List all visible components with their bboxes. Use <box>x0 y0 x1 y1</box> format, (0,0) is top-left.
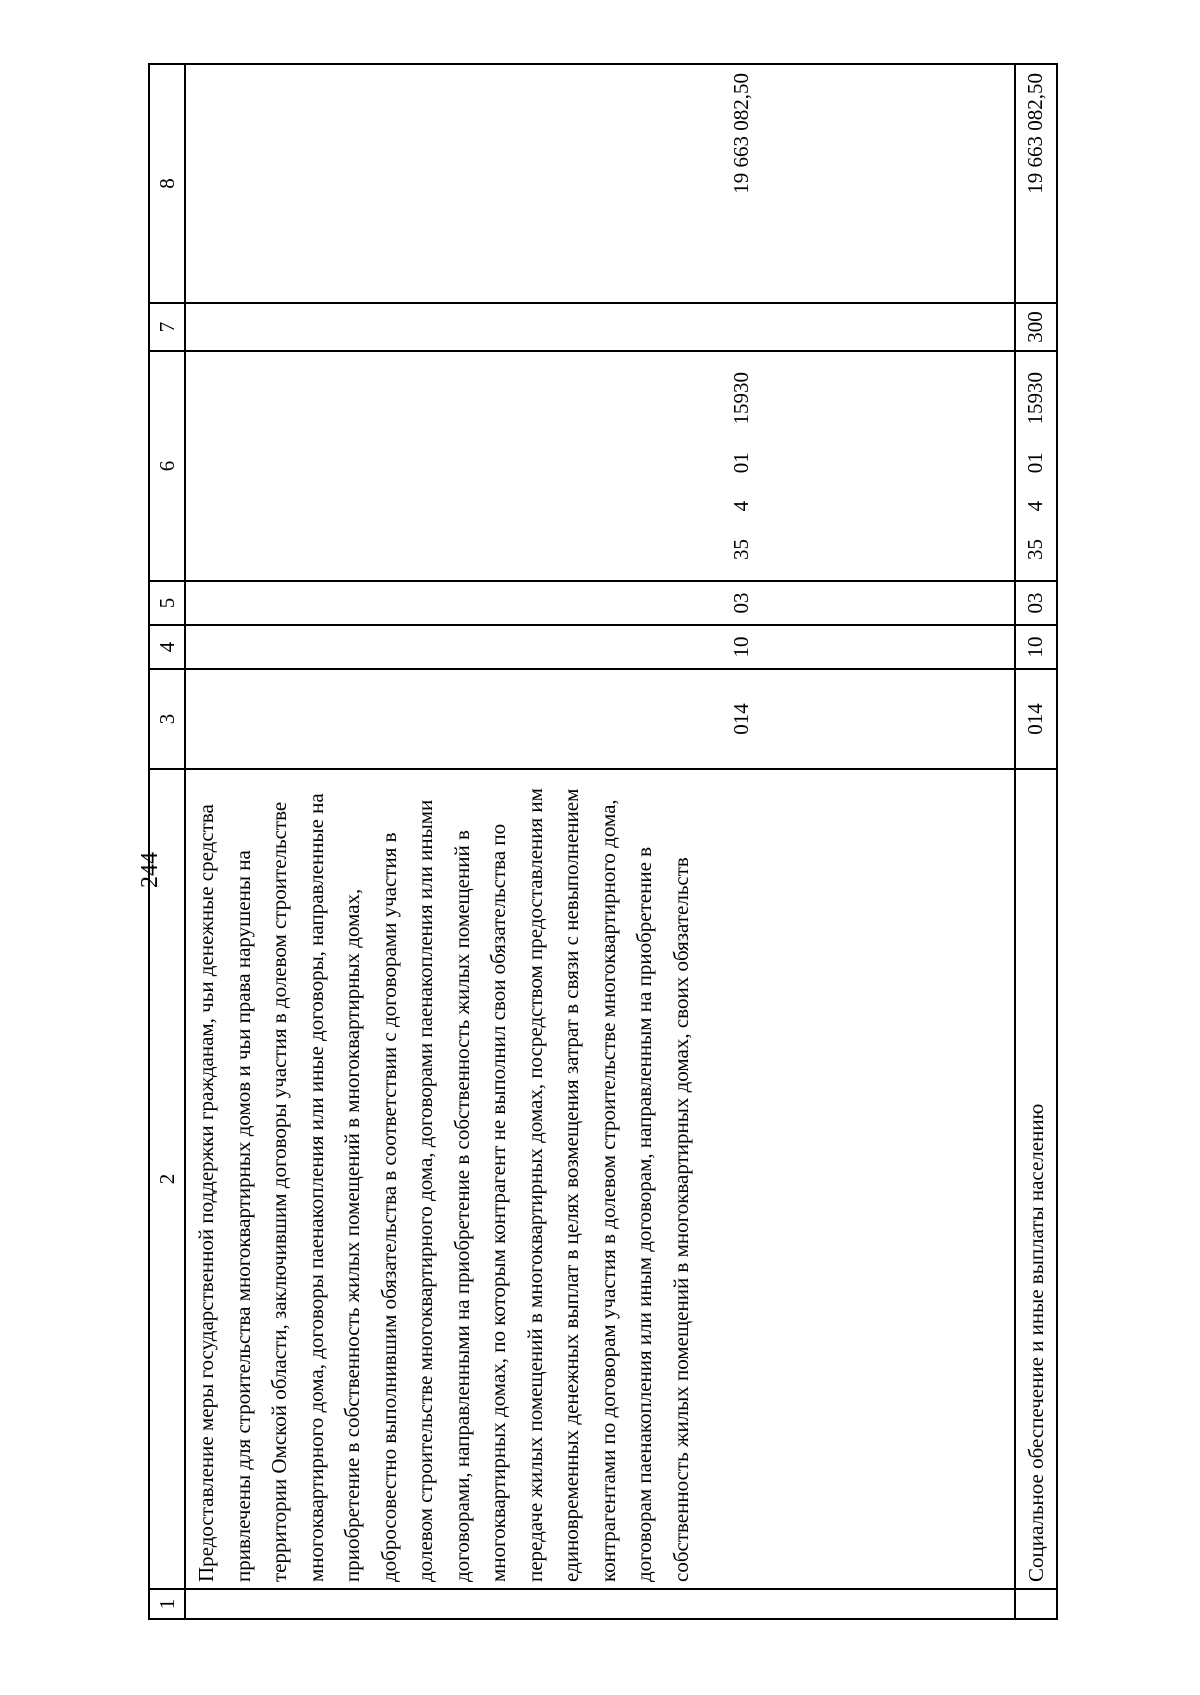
code-part: 15930 <box>728 372 753 425</box>
code-part: 01 <box>728 452 753 474</box>
code-part: 15930 <box>1023 372 1048 425</box>
row-2-amount: 19 663 082,50 <box>1015 64 1058 303</box>
header-cell-5: 5 <box>149 581 185 625</box>
row-1-col-1 <box>185 1589 1015 1619</box>
code-part: 35 <box>1023 539 1048 560</box>
rotated-table-container <box>148 65 1058 1620</box>
code-part: 01 <box>1023 452 1048 474</box>
header-cell-8: 8 <box>149 64 185 303</box>
row-1-description: Предоставление меры государственной поддержки гражданам, чьи денежные средства привлечены для строительства многоквартирных домов и чьи права нарушены на территории Омской области, заключившим договоры участия в долевом строительстве многоквартирного дома, договоры паенакопления или иные договоры, направленные на приобретение в собственность жилых помещений в многоквартирных домах, добросовестно выполнившим обязательства в соответствии с договорами участия в долевом строительстве многоквартирного дома, договорами паенакопления или иными договорами, направленными на приобретение в собственность жилых помещений в многоквартирных домах, по которым контрагент не выполнил свои обязательства по передаче жилых помещений в многоквартирных домах, посредством предоставления им единовременных денежных выплат в целях возмещения затрат в связи с невыполнением контрагентами по договорам участия в долевом строительстве многоквартирного дома, договорам паенакопления или иным договорам, направленным на приобретение в собственность жилых помещений в многоквартирных домах, своих обязательств <box>185 769 1015 1589</box>
page-number: 244 <box>137 852 163 888</box>
header-cell-2: 2 <box>149 769 185 1589</box>
row-1-col-3: 014 <box>185 669 1015 769</box>
row-1-col-4: 10 <box>185 625 1015 669</box>
header-row <box>149 64 185 1619</box>
row-2-target-code <box>1023 358 1048 574</box>
row-1-col-7 <box>185 303 1015 351</box>
table-row <box>185 64 1015 1619</box>
row-2-description: Социальное обеспечение и иные выплаты населению <box>1015 769 1058 1589</box>
header-cell-7: 7 <box>149 303 185 351</box>
row-2-col-4: 10 <box>1015 625 1058 669</box>
budget-table <box>148 63 1058 1620</box>
row-1-col-5: 03 <box>185 581 1015 625</box>
row-2-col-6 <box>1015 351 1058 581</box>
code-part: 35 <box>728 539 753 560</box>
row-1-col-6 <box>185 351 1015 581</box>
row-2-col-1 <box>1015 1589 1058 1619</box>
code-part: 4 <box>728 500 753 512</box>
header-cell-1: 1 <box>149 1589 185 1619</box>
code-part: 4 <box>1023 500 1048 512</box>
row-2-col-3: 014 <box>1015 669 1058 769</box>
table-row <box>1015 64 1058 1619</box>
row-2-col-5: 03 <box>1015 581 1058 625</box>
row-1-amount: 19 663 082,50 <box>185 64 1015 303</box>
row-1-target-code <box>729 358 754 574</box>
header-cell-6: 6 <box>149 351 185 581</box>
header-cell-3: 3 <box>149 669 185 769</box>
row-2-col-7: 300 <box>1015 303 1058 351</box>
header-cell-4: 4 <box>149 625 185 669</box>
